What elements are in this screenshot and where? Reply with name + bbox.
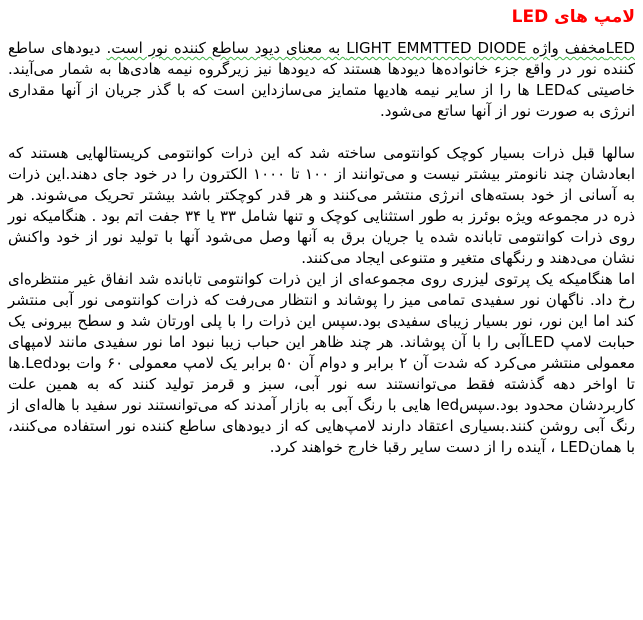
paragraph-3: اما هنگامیکه یک پرتوی لیزری روی مجموعه‌ای از این ذرات کوانتومی تابانده شد انفاق غیر منتظره‌ای رخ داد. ناگهان نور سفیدی تمامی میز را پوشاند و انتظار می‌رفت که ذرات کوانتومی نور آبی منتشر کند اما این نور، نور بسیار زیبای سفیدی بود.سپس این ذرات را با پلی اورتان شد و سطح بیرونی یک حبابت لامپ LEDآبی را با آن پوشاند. هر چند ظاهر این حباب زیبا نبود اما نور سفیدی مانند لامپهای معمولی منتشر می‌کرد که شدت آن ۲ برابر و دوام آن ۵۰ برابر یک لامپ معمولی ۶۰ وات بودLed.ها تا اواخر دهه گذشته فقط می‌توانستند سه نور آبی، سبز و قرمز تولید کنند که به همین علت کاربردشان محدود بود.سپسled هایی با رنگ آبی به بازار آمدند که می‌توانستند نور سفید با هاله‌ای از رنگ آبی روشن کنند.بسیاری اعتقاد دارند لامپ‌هایی که از دیودهای ساطع کننده نور استفاده می‌کنند، با همانLED ، آینده را از دست سایر رقبا خارج خواهند کرد. xyxy=(8,270,635,456)
paragraph-1-body: دیودهای ساطع کننده نور در واقع جزء خانواده‌ها دیودها هستند که دیودها نیز زیرگروه نیمه هادی‌ها به شمار می‌آیند. خاصیتی کهLED ها را از سایر نیمه هادیها متمایز می‌سازداین است که با گذر جریان از آنها مقداری انرژی به صورت نور از آنها ساتع می‌شود. xyxy=(8,39,635,120)
page-title: لامپ های LED xyxy=(511,7,635,27)
paragraph-2: سالها قبل ذرات بسیار کوچک کوانتومی ساخته شد که این ذرات کوانتومی کریستالهایی هستند که ابعادشان چند نانومتر بیشتر نیست و می‌توانند از ۱۰۰ تا ۱۰۰۰ الکترون را در خود جای دهند.این ذرات به آسانی از خود بسته‌های انرژی منتشر می‌کنند و هر قدر کوچکتر باشد بیشتر تحریک می‌شوند. هر ذره در مجموعه ویژه بوئرز به طور استثنایی کوچک و تنها شامل ۳۳ یا ۳۴ جفت اتم بود . هنگامیکه نور روی ذرات کوانتومی تابانده شده یا جریان برق به آنها وصل می‌شود آنها با تولید نور از خود واکنش نشان می‌دهند و رنگهای متغیر و متنوعی ایجاد می‌کنند. xyxy=(8,144,636,267)
lead-sentence: LEDمخفف واژه LIGHT EMMTTED DIODE به معنای دیود ساطع کننده نور است. xyxy=(106,39,635,57)
paragraph-1 xyxy=(8,38,635,122)
